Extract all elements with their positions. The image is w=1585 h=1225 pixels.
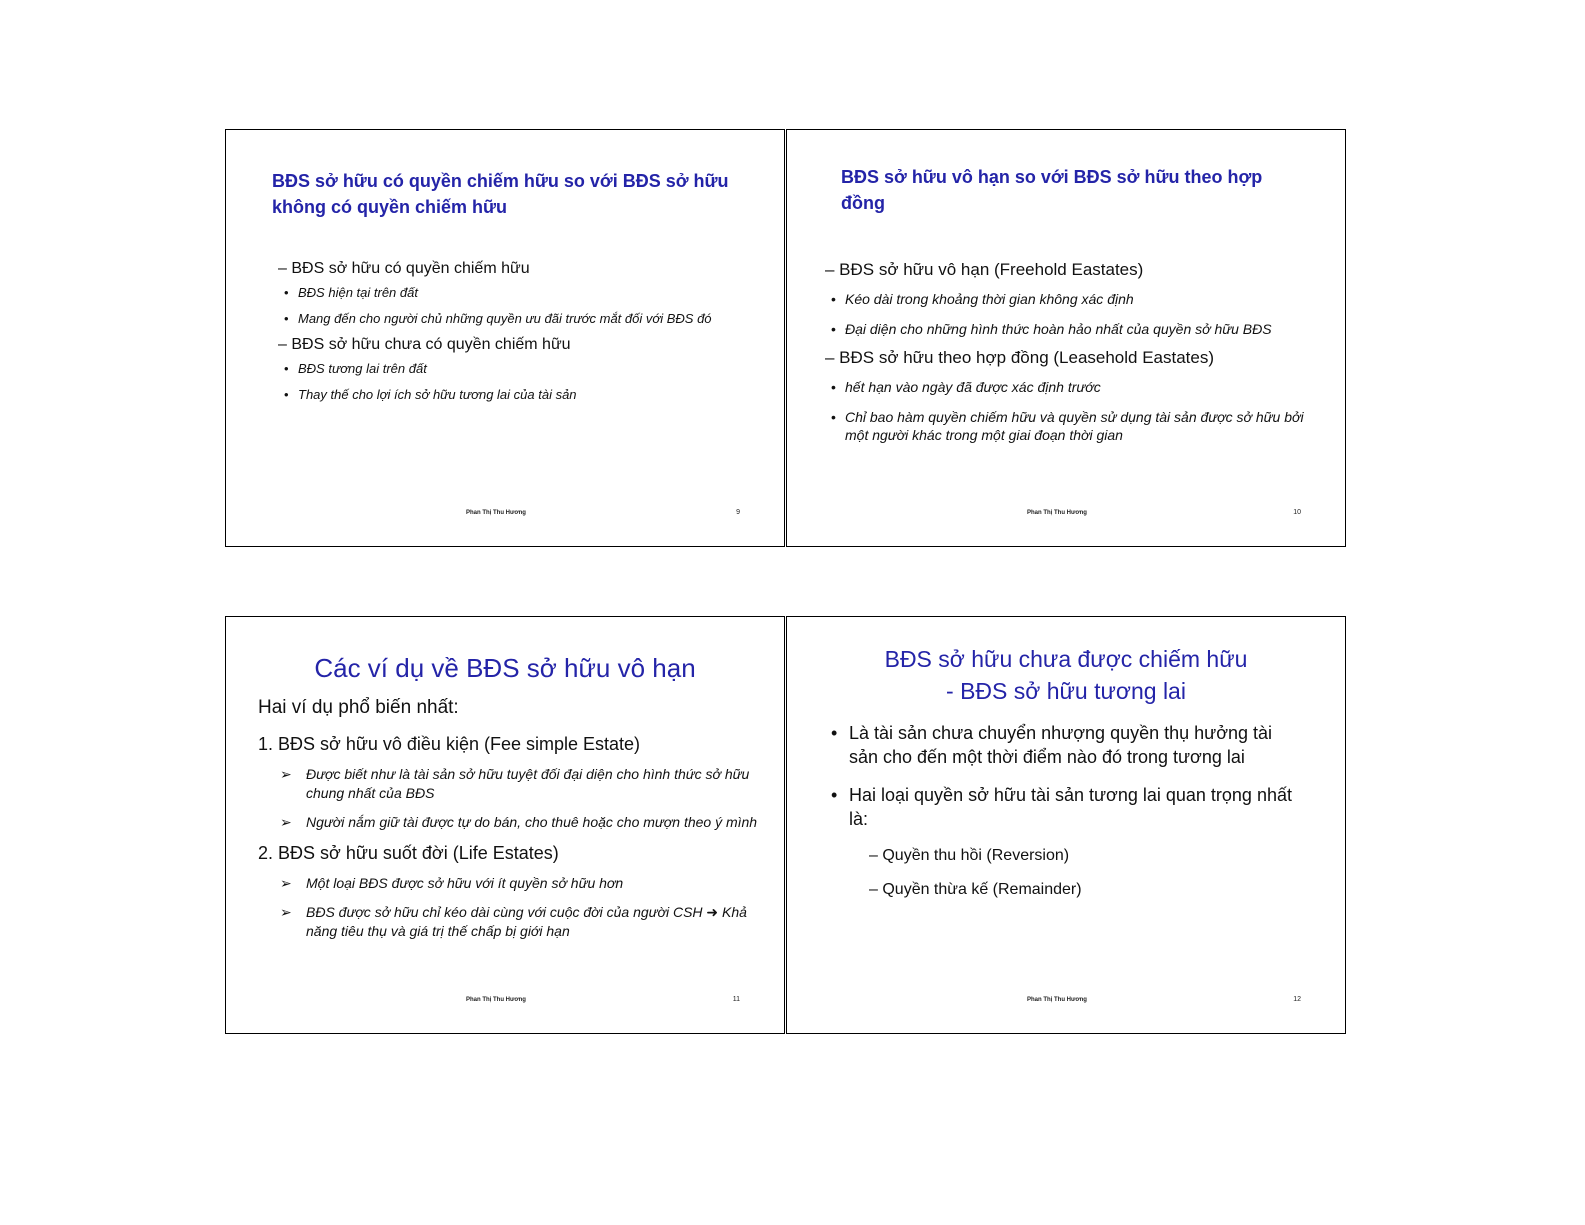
list-item: – BĐS sở hữu có quyền chiếm hữu bbox=[278, 260, 530, 277]
slide-title: Các ví dụ về BĐS sở hữu vô hạn bbox=[314, 653, 696, 683]
sub-item: • BĐS tương lai trên đất bbox=[278, 360, 738, 378]
list-item: – BĐS sở hữu vô hạn (Freehold Eastates) bbox=[825, 260, 1144, 279]
slide-footer: Phan Thị Thu Hương bbox=[1027, 997, 1087, 1003]
slide-footer: Phan Thị Thu Hương bbox=[1027, 510, 1087, 516]
sub-item: • BĐS hiện tại trên đất bbox=[278, 284, 738, 302]
slide-11 bbox=[225, 616, 785, 1034]
sub-item: ➢ BĐS được sở hữu chỉ kéo dài cùng với cuộc đời của người CSH ➜ Khả năng tiêu thụ và giá trị thế chấp bị giới hạn bbox=[258, 903, 768, 941]
slide-9 bbox=[225, 129, 785, 547]
sub-item: • hết hạn vào ngày đã được xác định trước bbox=[825, 378, 1315, 396]
slide-footer: Phan Thị Thu Hương bbox=[466, 997, 526, 1003]
slide-title bbox=[787, 643, 1345, 707]
sub-item: – Quyền thừa kế (Remainder) bbox=[869, 881, 1082, 898]
slide-body bbox=[258, 697, 768, 941]
sub-item: ➢ Một loại BĐS được sở hữu với ít quyền sở hữu hơn bbox=[258, 874, 768, 893]
page-number: 12 bbox=[1293, 996, 1301, 1003]
sub-item: • Kéo dài trong khoảng thời gian không xác định bbox=[825, 290, 1315, 308]
slide-footer: Phan Thị Thu Hương bbox=[466, 510, 526, 516]
list-item: – BĐS sở hữu theo hợp đồng (Leasehold Eastates) bbox=[825, 348, 1215, 367]
slide-12 bbox=[786, 616, 1346, 1034]
slide-title-line-1: BĐS sở hữu chưa được chiếm hữu bbox=[884, 646, 1248, 672]
slide-body bbox=[278, 260, 738, 412]
sub-item: • Thay thế cho lợi ích sở hữu tương lai của tài sản bbox=[278, 386, 738, 404]
slide-body bbox=[825, 260, 1315, 444]
sub-item: • Đại diện cho những hình thức hoàn hảo nhất của quyền sở hữu BĐS bbox=[825, 320, 1315, 338]
sub-item: – Quyền thu hồi (Reversion) bbox=[869, 847, 1070, 864]
page-number: 10 bbox=[1293, 509, 1301, 516]
sub-item: • Mang đến cho người chủ những quyền ưu đãi trước mắt đối với BĐS đó bbox=[278, 310, 738, 328]
slide-body bbox=[829, 721, 1299, 913]
list-item: 1. BĐS sở hữu vô điều kiện (Fee simple Estate) bbox=[258, 734, 641, 754]
sub-item: ➢ Người nắm giữ tài được tự do bán, cho thuê hoặc cho mượn theo ý mình bbox=[258, 813, 768, 832]
slide-10 bbox=[786, 129, 1346, 547]
bullet-item: • Hai loại quyền sở hữu tài sản tương lai quan trọng nhất là: bbox=[829, 783, 1299, 831]
list-item: 2. BĐS sở hữu suốt đời (Life Estates) bbox=[258, 843, 559, 863]
page-number: 11 bbox=[732, 996, 740, 1003]
page-number: 9 bbox=[736, 509, 740, 516]
sub-item: ➢ Được biết như là tài sản sở hữu tuyệt đối đại diện cho hình thức sở hữu chung nhất của BĐS bbox=[258, 765, 768, 803]
slide-title: BĐS sở hữu có quyền chiếm hữu so với BĐS sở hữu không có quyền chiếm hữu bbox=[272, 171, 729, 217]
intro-text: Hai ví dụ phổ biến nhất: bbox=[258, 697, 459, 718]
sub-item: • Chỉ bao hàm quyền chiếm hữu và quyền sử dụng tài sản được sở hữu bởi một người khác trong một giai đoạn thời gian bbox=[825, 408, 1315, 444]
slide-title-line-2: - BĐS sở hữu tương lai bbox=[946, 678, 1186, 704]
slide-title: BĐS sở hữu vô hạn so với BĐS sở hữu theo hợp đồng bbox=[841, 167, 1263, 213]
list-item: – BĐS sở hữu chưa có quyền chiếm hữu bbox=[278, 336, 571, 353]
bullet-item: • Là tài sản chưa chuyển nhượng quyền thụ hưởng tài sản cho đến một thời điểm nào đó trong tương lai bbox=[829, 721, 1299, 769]
